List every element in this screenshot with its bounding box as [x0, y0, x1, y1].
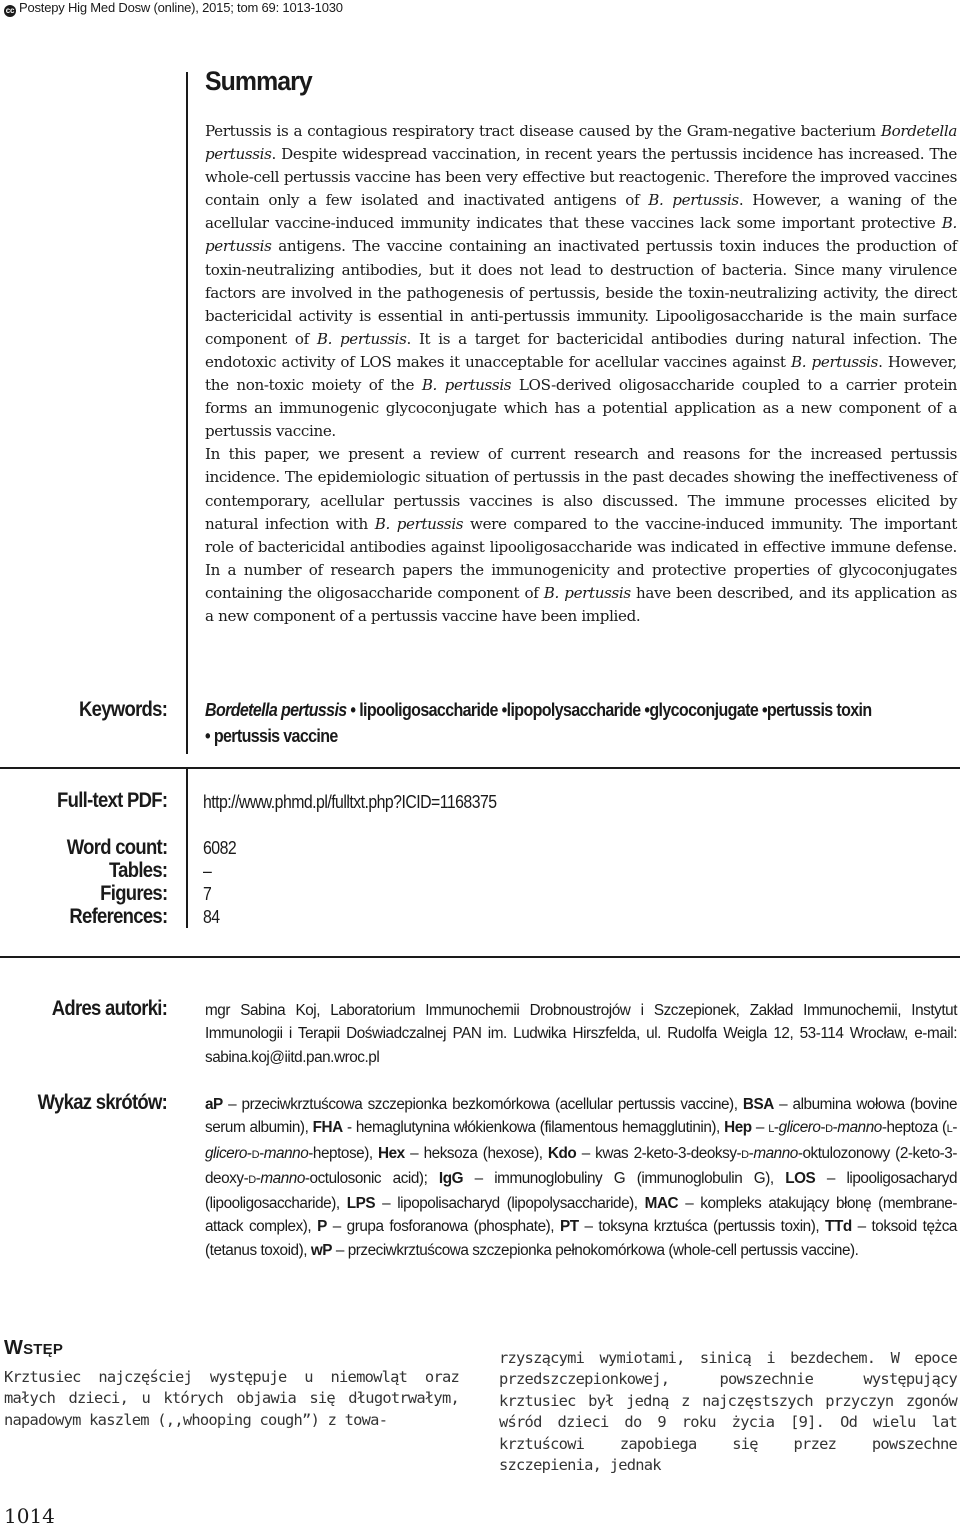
intro-left-text: Krztusiec najczęściej występuje u niemowląt oraz małych dzieci, u których objawia się długotrwałym, napadowym kaszlem (,,whooping cough”) z towa- — [4, 1368, 459, 1429]
keywords-line: • pertussis vaccine — [205, 726, 338, 746]
fulltext-link[interactable]: http://www.phmd.pl/fulltxt.php?ICID=1168375 — [203, 792, 497, 812]
address-text: mgr Sabina Koj, Laboratorium Immunochemii Drobnoustrojów i Szczepionek, Zakład Immunochemii, Instytut Immunologii i Terapii Doświadczalnej PAN im. Ludwika Hirszfelda, ul. Rudolfa Weigla 12, 53-114 Wrocław, e-mail: sabina.koj@iitd.pan.wroc.pl — [205, 1002, 957, 1066]
divider-vertical-middle — [186, 768, 188, 928]
keywords-list — [205, 697, 945, 749]
section-heading — [4, 1337, 63, 1360]
word-count-value: 6082 — [203, 838, 237, 858]
keywords-label: Keywords: — [78, 698, 167, 721]
address-label: Adres autorki: — [51, 997, 167, 1020]
intro-right-column — [499, 1348, 957, 1476]
references-label: References: — [68, 905, 167, 928]
summary-paragraph: Pertussis is a contagious respiratory tract disease caused by the Gram-negative bacterium Bordetella pertussis. Despite widespread vaccination, in recent years the pertussis incidence has increased. The whole-cell pertussis vaccine has been very effective but reactogenic. Therefore the improved vaccines contain only a few isolated and inactivated antigens of B. pertussis. However, a waning of the acellular vaccine-induced immunity indicates that these vaccines lack some important protective B. pertussis antigens. The vaccine containing an inactivated pertussis toxin induces the production of toxin-neutralizing antibodies, but it does not lead to destruction of bacteria. Since many virulence factors are involved in the pathogenesis of pertussis, beside the toxin-neutralizing activity, the direct bactericidal activity is essential in anti-pertussis immunity. Lipooligosaccharide is the main surface component of B. pertussis. It is a target for bactericidal antibodies during natural infection. The endotoxic activity of LOS makes it unacceptable for acellular vaccines against B. pertussis. However, the non-toxic moiety of the B. pertussis LOS-derived oligosaccharide coupled to a carrier protein forms an immunogenic glycoconjugate which has a potential application as a new component of a pertussis vaccine. — [205, 122, 958, 441]
intro-right-text: rzyszącymi wymiotami, sinicą i bezdechem. W epoce przedszczepionkowej, powszechnie występujący krztusiec był jedną z najczęstszych przyczyn zgonów wśród dzieci do 9 roku życia [9]. Od wielu lat krztuścowi zapobiega się przez powszechne szczepienia, jednak — [499, 1349, 957, 1475]
summary-text — [205, 120, 957, 628]
figures-value: 7 — [203, 884, 212, 904]
abbreviations-text: aP – przeciwkrztuścowa szczepionka bezkomórkowa (acellular pertussis vaccine), BSA – albumina wołowa (bovine serum albumin), FHA - hemaglutynina włókienkowa (filamentous hemagglutinin), Hep – L-glicero-D-manno-heptoza (L-glicero-D-manno-heptose), Hex – heksoza (hexose), Kdo – kwas 2-keto-3-deoksy-D-manno-oktulozonowy (2-keto-3-deoxy-D-manno-octulosonic acid); IgG – immunoglobuliny G (immunoglobulin G), LOS – lipooligosacharyd (lipooligosaccharide), LPS – lipopolisacharyd (lipopolysaccharide), MAC – kompleks atakujący błonę (membrane-attack complex), P – grupa fosforanowa (phosphate), PT – toksyna krztuśca (pertussis toxin), TTd – toksoid tężca (tetanus toxoid), wP – przeciwkrztuścowa szczepionka pełnokomórkowa (whole-cell pertussis vaccine). — [205, 1096, 958, 1259]
divider-horizontal — [0, 956, 960, 958]
keywords-line: Bordetella pertussis • lipooligosaccharide •lipopolysaccharide •glycoconjugate •pertussis toxin — [205, 700, 872, 720]
divider-vertical-top — [186, 72, 188, 754]
word-count-label: Word count: — [66, 836, 167, 859]
creative-commons-icon: cc — [5, 6, 15, 15]
section-heading-initial: W — [4, 1337, 24, 1359]
references-value: 84 — [203, 907, 220, 927]
page-number: 1014 — [4, 1504, 55, 1528]
tables-value: – — [203, 861, 212, 881]
intro-left-column — [4, 1367, 459, 1431]
figures-label: Figures: — [99, 882, 167, 905]
journal-citation: Postepy Hig Med Dosw (online), 2015; tom 69: 1013-1030 — [19, 0, 343, 15]
journal-header — [4, 0, 343, 17]
section-heading-rest: STĘP — [23, 1341, 64, 1358]
summary-paragraph: In this paper, we present a review of current research and reasons for the increased pertussis incidence. The epidemiologic situation of pertussis in the past decades showing the ineffectiveness of contemporary, acellular pertussis vaccines is also discussed. The immune processes elicited by natural infection with B. pertussis were compared to the vaccine-induced immunity. The important role of bactericidal antibodies against lipooligosaccharide was indicated in effective immune defense. In a number of research papers the immunogenicity and protective properties of glycoconjugates containing the oligosaccharide component of B. pertussis have been described, and its application as a new component of a pertussis vaccine have been implied. — [205, 445, 957, 625]
fulltext-label: Full-text PDF: — [56, 789, 167, 812]
tables-label: Tables: — [108, 859, 167, 882]
summary-title: Summary — [205, 66, 312, 96]
abbreviations-label: Wykaz skrótów: — [37, 1091, 167, 1114]
divider-horizontal — [0, 767, 960, 769]
